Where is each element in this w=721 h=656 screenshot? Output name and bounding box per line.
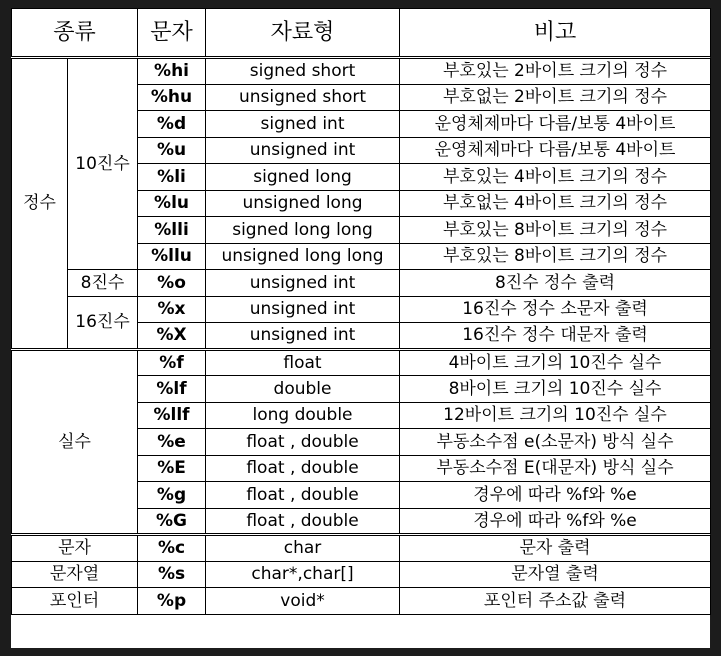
note-cell: 경우에 따라 %f와 %e (400, 482, 711, 509)
note-cell: 부동소수점 E(대문자) 방식 실수 (400, 455, 711, 482)
type-cell: signed long (206, 164, 400, 191)
type-cell: unsigned long (206, 190, 400, 217)
table-row (12, 270, 711, 297)
format-cell: %d (138, 111, 206, 138)
type-cell: signed int (206, 111, 400, 138)
note-cell: 운영체제마다 다름/보통 4바이트 (400, 111, 711, 138)
group-char: 문자 (12, 535, 138, 562)
subgroup-decimal: 10진수 (68, 58, 138, 270)
note-cell: 부동소수점 e(소문자) 방식 실수 (400, 429, 711, 456)
format-cell: %X (138, 323, 206, 350)
note-cell: 부호없는 4바이트 크기의 정수 (400, 190, 711, 217)
type-cell: unsigned int (206, 137, 400, 164)
type-cell: float , double (206, 455, 400, 482)
header-type: 자료형 (206, 9, 400, 58)
subgroup-octal: 8진수 (68, 270, 138, 297)
type-cell: unsigned int (206, 323, 400, 350)
note-cell: 부호없는 2바이트 크기의 정수 (400, 84, 711, 111)
format-cell: %li (138, 164, 206, 191)
note-cell: 4바이트 크기의 10진수 실수 (400, 349, 711, 376)
note-cell: 포인터 주소값 출력 (400, 588, 711, 615)
type-cell: double (206, 376, 400, 403)
type-cell: void* (206, 588, 400, 615)
format-specifier-table-sheet (11, 8, 710, 648)
table-row (12, 588, 711, 615)
group-pointer: 포인터 (12, 588, 138, 615)
note-cell: 경우에 따라 %f와 %e (400, 508, 711, 535)
note-cell: 8바이트 크기의 10진수 실수 (400, 376, 711, 403)
table-row (12, 535, 711, 562)
format-cell: %x (138, 296, 206, 323)
format-cell: %G (138, 508, 206, 535)
header-format: 문자 (138, 9, 206, 58)
type-cell: unsigned long long (206, 243, 400, 270)
format-cell: %hi (138, 58, 206, 85)
header-kind: 종류 (12, 9, 138, 58)
table-row (12, 561, 711, 588)
note-cell: 문자열 출력 (400, 561, 711, 588)
format-cell: %e (138, 429, 206, 456)
format-specifier-table (11, 8, 711, 615)
subgroup-hex: 16진수 (68, 296, 138, 349)
type-cell: unsigned int (206, 296, 400, 323)
format-cell: %lu (138, 190, 206, 217)
format-cell: %f (138, 349, 206, 376)
table-row (12, 296, 711, 323)
header-note: 비고 (400, 9, 711, 58)
format-cell: %o (138, 270, 206, 297)
table-row (12, 349, 711, 376)
note-cell: 부호있는 8바이트 크기의 정수 (400, 243, 711, 270)
type-cell: float , double (206, 482, 400, 509)
note-cell: 8진수 정수 출력 (400, 270, 711, 297)
table-row (12, 58, 711, 85)
format-cell: %llf (138, 402, 206, 429)
type-cell: float , double (206, 508, 400, 535)
format-cell: %lf (138, 376, 206, 403)
note-cell: 부호있는 8바이트 크기의 정수 (400, 217, 711, 244)
note-cell: 부호있는 2바이트 크기의 정수 (400, 58, 711, 85)
type-cell: signed short (206, 58, 400, 85)
format-cell: %c (138, 535, 206, 562)
type-cell: signed long long (206, 217, 400, 244)
header-row (12, 9, 711, 58)
note-cell: 16진수 정수 소문자 출력 (400, 296, 711, 323)
note-cell: 부호있는 4바이트 크기의 정수 (400, 164, 711, 191)
format-cell: %llu (138, 243, 206, 270)
group-string: 문자열 (12, 561, 138, 588)
note-cell: 문자 출력 (400, 535, 711, 562)
format-cell: %s (138, 561, 206, 588)
note-cell: 운영체제마다 다름/보통 4바이트 (400, 137, 711, 164)
note-cell: 16진수 정수 대문자 출력 (400, 323, 711, 350)
type-cell: float , double (206, 429, 400, 456)
type-cell: long double (206, 402, 400, 429)
note-cell: 12바이트 크기의 10진수 실수 (400, 402, 711, 429)
format-cell: %hu (138, 84, 206, 111)
type-cell: unsigned short (206, 84, 400, 111)
format-cell: %E (138, 455, 206, 482)
type-cell: float (206, 349, 400, 376)
group-integer: 정수 (12, 58, 68, 350)
format-cell: %lli (138, 217, 206, 244)
type-cell: char (206, 535, 400, 562)
format-cell: %p (138, 588, 206, 615)
type-cell: char*,char[] (206, 561, 400, 588)
group-real: 실수 (12, 349, 138, 535)
type-cell: unsigned int (206, 270, 400, 297)
format-cell: %g (138, 482, 206, 509)
format-cell: %u (138, 137, 206, 164)
